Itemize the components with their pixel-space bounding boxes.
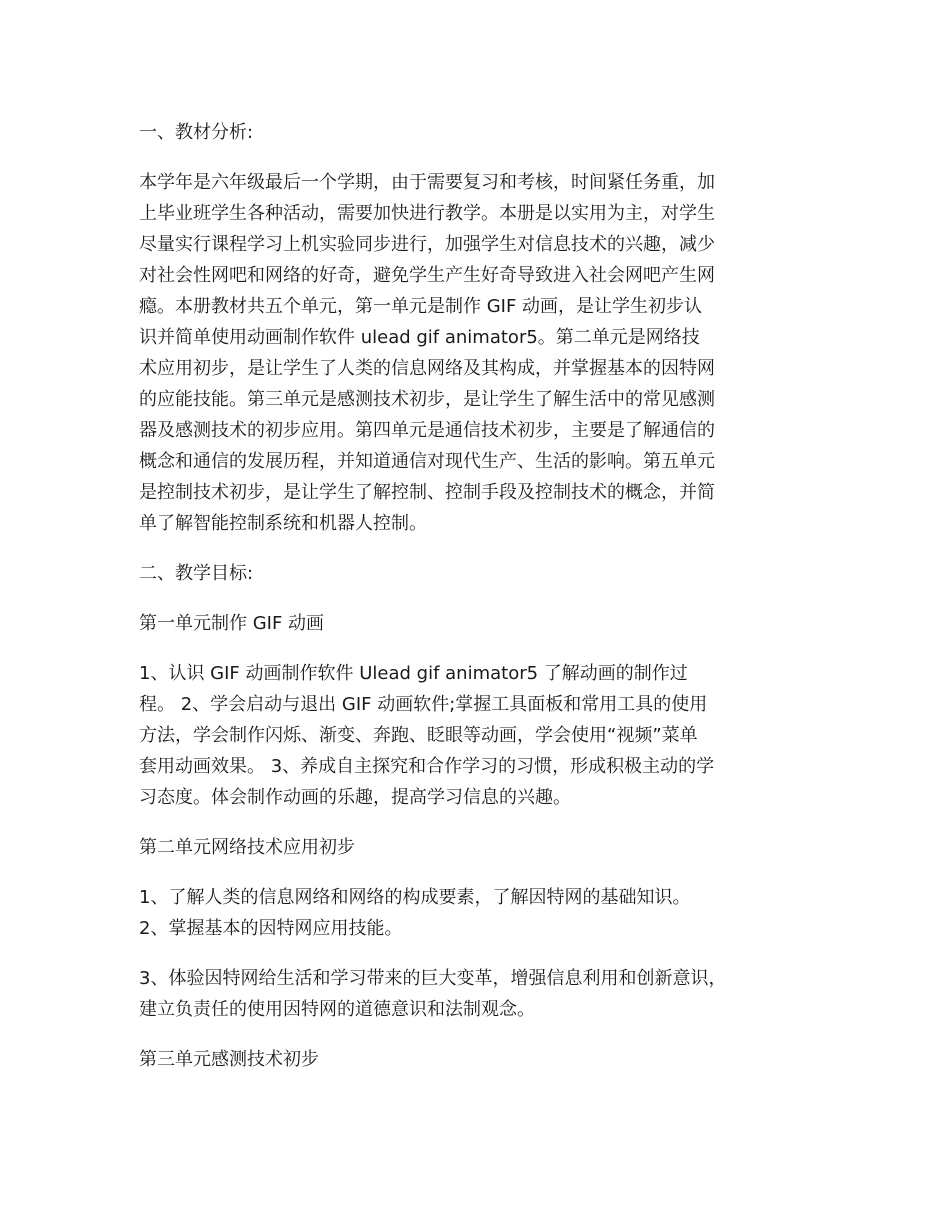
text-line: 1、认识 GIF 动画制作软件 Ulead gif animator5 了解动画的制作过: [139, 663, 688, 684]
text-line: 尽量实行课程学习上机实验同步进行，加强学生对信息技术的兴趣，减少: [139, 234, 715, 255]
text-line: 器及感测技术的初步应用。第四单元是通信技术初步，主要是了解通信的: [139, 420, 715, 441]
text-line: 2、掌握基本的因特网应用技能。: [139, 918, 403, 939]
document-content: [139, 117, 823, 1075]
text-line: 概念和通信的发展历程，并知道通信对现代生产、生活的影响。第五单元: [139, 451, 715, 472]
textbook-analysis-paragraph: [139, 167, 823, 539]
text-line: 套用动画效果。 3、养成自主探究和合作学习的习惯，形成积极主动的学: [139, 756, 715, 777]
text-line: 本学年是六年级最后一个学期，由于需要复习和考核，时间紧任务重，加: [139, 172, 715, 193]
text-line: 的应能技能。第三单元是感测技术初步，是让学生了解生活中的常见感测: [139, 389, 715, 410]
text-line: 瘾。本册教材共五个单元，第一单元是制作 GIF 动画，是让学生初步认: [139, 296, 703, 317]
text-line: 习态度。体会制作动画的乐趣，提高学习信息的兴趣。: [139, 787, 571, 808]
unit2-item-3: [139, 963, 823, 1025]
section-heading-textbook-analysis: 一、教材分析:: [139, 122, 254, 143]
text-line: 方法，学会制作闪烁、渐变、奔跑、眨眼等动画，学会使用“视频”菜单: [139, 725, 698, 746]
unit3-heading: 第三单元感测技术初步: [139, 1049, 319, 1070]
text-line: 建立负责任的使用因特网的道德意识和法制观念。: [139, 999, 535, 1020]
text-line: 程。 2、学会启动与退出 GIF 动画软件;掌握工具面板和常用工具的使用: [139, 694, 708, 715]
section-heading-teaching-objectives: 二、教学目标:: [139, 563, 254, 584]
text-line: 是控制技术初步，是让学生了解控制、控制手段及控制技术的概念，并简: [139, 482, 715, 503]
text-line: 对社会性网吧和网络的好奇，避免学生产生好奇导致进入社会网吧产生网: [139, 265, 715, 286]
text-line: 3、体验因特网给生活和学习带来的巨大变革，增强信息利用和创新意识，: [139, 968, 727, 989]
unit2-items-1-2: [139, 882, 823, 944]
text-line: 上毕业班学生各种活动，需要加快进行教学。本册是以实用为主，对学生: [139, 203, 715, 224]
unit2-heading: 第二单元网络技术应用初步: [139, 837, 355, 858]
unit1-heading: 第一单元制作 GIF 动画: [139, 613, 325, 634]
text-line: 单了解智能控制系统和机器人控制。: [139, 513, 427, 534]
unit1-paragraph: [139, 658, 823, 813]
text-line: 1、了解人类的信息网络和网络的构成要素，了解因特网的基础知识。: [139, 887, 691, 908]
text-line: 识并简单使用动画制作软件 ulead gif animator5。第二单元是网络技: [139, 327, 700, 348]
text-line: 术应用初步，是让学生了人类的信息网络及其构成，并掌握基本的因特网: [139, 358, 715, 379]
